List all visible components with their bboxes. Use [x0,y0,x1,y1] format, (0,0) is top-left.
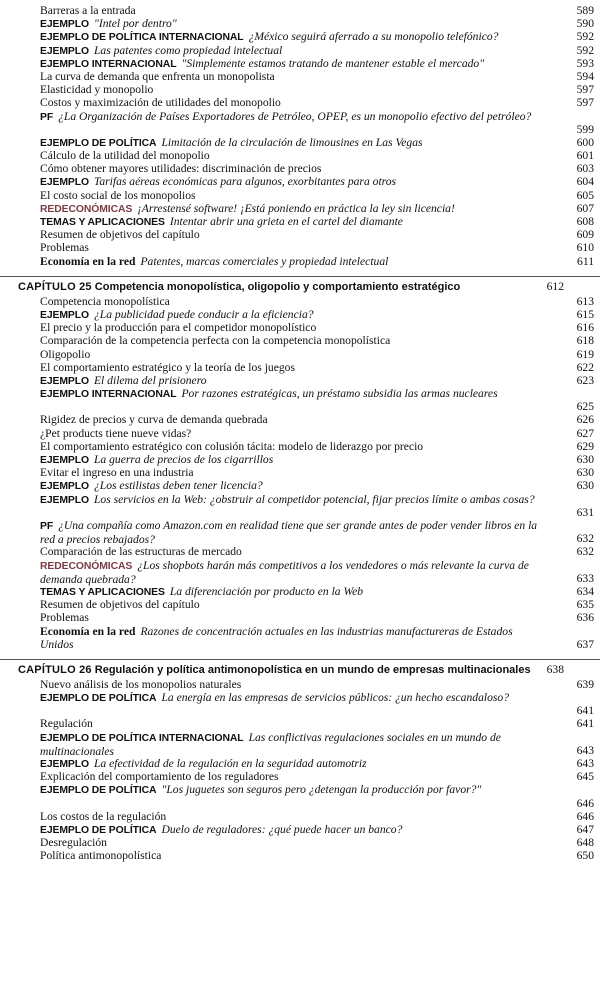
entry-title: ¿La publicidad puede conducir a la eficiencia? [93,307,314,321]
page-number: 641 [576,717,594,731]
toc-entry [0,519,600,545]
entry-label: REDECONÓMICAS [40,203,133,215]
page-number: 601 [576,149,594,163]
page-number: 632 [576,545,594,559]
toc-entry [0,559,600,585]
page-number: 641 [576,704,594,718]
toc-entry [0,585,600,598]
page-number: 603 [576,162,594,176]
page-number: 599 [576,122,594,136]
entry-title: La diferenciación por producto en la Web [169,584,364,598]
entry-title: Las patentes como propiedad intelectual [93,43,283,57]
chapter-number: CAPÍTULO 26 [18,663,92,676]
page-number: 647 [576,823,594,837]
page-number: 648 [576,836,594,850]
toc-entry [0,453,600,466]
page-number: 627 [576,426,594,440]
toc-entry [0,295,600,308]
page-number: 643 [576,757,594,771]
page-number: 610 [576,241,594,255]
toc-entry [0,731,600,757]
entry-title: Razones de concentración actuales en las industrias manufactureras de Estados Unidos [40,624,513,651]
entry-label: EJEMPLO [40,45,89,57]
entry-title: Regulación [40,717,93,731]
page-number: 632 [576,532,594,546]
toc-entry [0,413,600,426]
toc-entry [0,202,600,215]
entry-title: Cómo obtener mayores utilidades: discriminación de precios [40,162,322,176]
entry-title: Problemas [40,241,89,255]
page-number: 630 [576,479,594,493]
page-number: 593 [576,56,594,70]
entry-label: Economía en la red [40,624,136,638]
entry-title: ¿Pet products tiene nueve vidas? [40,426,192,440]
toc-entry [0,361,600,374]
toc-entry [0,757,600,770]
page-number: 646 [576,796,594,810]
toc-entry [0,17,600,30]
toc-entry [0,810,600,823]
entry-title: ¿Los estilistas deben tener licencia? [93,479,263,493]
page-number: 612 [546,279,564,293]
page-number: 623 [576,373,594,387]
page-number: 613 [576,294,594,308]
toc-entry [0,175,600,188]
entry-label: EJEMPLO [40,177,89,189]
toc-entry [0,625,600,651]
toc-entry [0,215,600,228]
page-number: 589 [576,4,594,17]
page-number: 604 [576,175,594,189]
page-number: 616 [576,321,594,335]
entry-label: EJEMPLO DE POLÍTICA [40,825,157,837]
entry-title: El comportamiento estratégico y la teoría de los juegos [40,360,295,374]
entry-title: Los costos de la regulación [40,809,167,823]
entry-title: "Intel por dentro" [93,17,177,31]
toc-entry [0,321,600,334]
page-number: 592 [576,43,594,57]
entry-title: La guerra de precios de los cigarrillos [93,453,274,467]
entry-label: EJEMPLO DE POLÍTICA INTERNACIONAL [40,32,244,44]
page-number: 625 [576,400,594,414]
chapter-heading [0,659,600,678]
entry-label: EJEMPLO [40,494,89,506]
entry-title: La energía en las empresas de servicios públicos: ¿un hecho escandaloso? [161,691,509,705]
entry-label: EJEMPLO DE POLÍTICA INTERNACIONAL [40,732,244,744]
page-number: 609 [576,228,594,242]
page-number: 636 [576,611,594,625]
toc-entry [0,598,600,611]
entry-title: Evitar el ingreso en una industria [40,466,194,480]
toc-entry [0,30,600,43]
page-number: 646 [576,809,594,823]
toc-entry [0,4,600,17]
entry-title: Cálculo de la utilidad del monopolio [40,149,210,163]
page-number: 635 [576,598,594,612]
entry-label: EJEMPLO [40,481,89,493]
entry-title: Patentes, marcas comerciales y propiedad intelectual [140,254,389,268]
toc-entry [0,228,600,241]
entry-title: Intentar abrir una grieta en el cartel del diamante [169,215,403,229]
toc-entry [0,308,600,321]
toc-entry [0,440,600,453]
page-number: 607 [576,201,594,215]
page-number: 608 [576,215,594,229]
toc-entry [0,466,600,479]
entry-title: Explicación del comportamiento de los reguladores [40,770,279,784]
entry-title: ¿Los shopbots harán más competitivos a los vendedores o más relevante la curva de demanda quebrada? [40,558,529,586]
page-number: 619 [576,347,594,361]
page-number: 600 [576,135,594,149]
entry-title: El dilema del prisionero [93,373,207,387]
page-number: 629 [576,439,594,453]
entry-label: EJEMPLO [40,455,89,467]
chapter-title: Competencia monopolística, oligopolio y comportamiento estratégico [91,280,461,293]
toc-entry [0,545,600,558]
page-number: 605 [576,188,594,202]
toc-entry [0,770,600,783]
page-number: 637 [576,637,594,651]
chapter-heading [0,276,600,295]
toc-entry [0,849,600,862]
entry-label: EJEMPLO INTERNACIONAL [40,389,177,401]
toc-entry [0,44,600,57]
page-number: 597 [576,83,594,97]
toc-entry [0,96,600,109]
toc-entry [0,241,600,254]
entry-title: Resumen de objetivos del capítulo [40,598,200,612]
toc-entry [0,255,600,268]
toc-entry [0,374,600,387]
entry-label: REDECONÓMICAS [40,560,133,572]
page-number: 643 [576,743,594,757]
entry-label: EJEMPLO [40,309,89,321]
entry-title: Rigidez de precios y curva de demanda quebrada [40,413,268,427]
entry-label: PF [40,520,54,532]
page-number: 650 [576,849,594,863]
toc-entry [0,717,600,730]
toc-entry [0,479,600,492]
table-of-contents [0,4,600,863]
entry-label: EJEMPLO INTERNACIONAL [40,58,177,70]
toc-entry [0,334,600,347]
toc-entry [0,189,600,202]
entry-title: Costos y maximización de utilidades del monopolio [40,96,281,110]
toc-entry [0,83,600,96]
page-number: 630 [576,453,594,467]
toc-entry [0,136,600,149]
page-number: 594 [576,69,594,83]
page-number: 597 [576,96,594,110]
page-number: 622 [576,360,594,374]
entry-title: ¡Arrestensé software! ¡Está poniendo en práctica la ley sin licencia! [137,201,455,215]
entry-title: Los servicios en la Web: ¿obstruir al competidor potencial, fijar precios límite o ambas cosas? [93,492,535,506]
toc-entry [0,783,600,809]
entry-title: Oligopolio [40,347,91,361]
entry-title: Comparación de las estructuras de mercado [40,545,242,559]
entry-title: Las conflictivas regulaciones sociales en un mundo de multinacionales [40,730,501,758]
page-number: 592 [576,30,594,44]
page-number: 626 [576,413,594,427]
page-number: 611 [577,254,594,268]
entry-title: ¿Una compañía como Amazon.com en realidad tiene que ser grande antes de poder vender libros en la red a precios rebajados? [40,518,538,547]
entry-title: La efectividad de la regulación en la seguridad automotriz [93,757,367,771]
entry-label: EJEMPLO DE POLÍTICA [40,785,157,797]
entry-title: Duelo de reguladores: ¿qué puede hacer un banco? [161,823,403,837]
entry-title: La curva de demanda que enfrenta un monopolista [40,69,275,83]
entry-title: Problemas [40,611,89,625]
toc-entry [0,678,600,691]
toc-entry [0,427,600,440]
entry-title: ¿México seguirá aferrado a su monopolio telefónico? [248,30,499,44]
toc-entry [0,57,600,70]
entry-label: EJEMPLO DE POLÍTICA [40,693,157,705]
page-number: 638 [546,662,564,676]
toc-entry [0,823,600,836]
chapter-number: CAPÍTULO 25 [18,280,92,293]
toc-entry [0,691,600,717]
toc-entry [0,162,600,175]
entry-title: Elasticidad y monopolio [40,83,154,97]
entry-label: TEMAS Y APLICACIONES [40,586,165,598]
entry-title: ¿La Organización de Países Exportadores de Petróleo, OPEP, es un monopolio efectivo del petróleo? [58,109,532,123]
page-number: 645 [576,770,594,784]
entry-title: Por razones estratégicas, un préstamo subsidia las armas nucleares [181,387,498,401]
entry-label: EJEMPLO [40,19,89,31]
page-number: 633 [576,571,594,585]
toc-entry [0,836,600,849]
toc-entry [0,70,600,83]
entry-label: EJEMPLO [40,759,89,771]
entry-title: El costo social de los monopolios [40,188,196,202]
entry-title: Tarifas aéreas económicas para algunos, exorbitantes para otros [93,175,397,189]
page-number: 615 [576,307,594,321]
entry-title: Barreras a la entrada [40,4,136,17]
page-number: 631 [576,505,594,519]
page-number: 639 [576,677,594,691]
entry-label: EJEMPLO [40,375,89,387]
entry-label: PF [40,111,54,123]
entry-title: Limitación de la circulación de limousines en Las Vegas [161,135,423,149]
entry-title: Nuevo análisis de los monopolios naturales [40,677,242,691]
entry-title: Comparación de la competencia perfecta con la competencia monopolística [40,334,391,348]
toc-entry [0,387,600,413]
entry-title: El precio y la producción para el competidor monopolístico [40,321,317,335]
toc-entry [0,149,600,162]
toc-entry [0,493,600,519]
entry-title: "Los juguetes son seguros pero ¿detengan la producción por favor?" [161,783,482,797]
page-number: 590 [576,17,594,31]
entry-label: TEMAS Y APLICACIONES [40,217,165,229]
toc-entry [0,348,600,361]
toc-entry [0,110,600,136]
entry-title: Política antimonopolística [40,849,162,863]
chapter-title: Regulación y política antimonopolística en un mundo de empresas multinacionales [91,663,531,676]
entry-title: Competencia monopolística [40,294,170,308]
entry-label: EJEMPLO DE POLÍTICA [40,137,157,149]
entry-title: Desregulación [40,836,107,850]
toc-entry [0,611,600,624]
entry-title: El comportamiento estratégico con colusión tácita: modelo de liderazgo por precio [40,439,424,453]
page-number: 630 [576,466,594,480]
page-number: 618 [576,334,594,348]
entry-title: Resumen de objetivos del capítulo [40,228,200,242]
page-number: 634 [576,584,594,598]
entry-title: "Simplemente estamos tratando de mantener estable el mercado" [181,56,485,70]
entry-label: Economía en la red [40,254,136,268]
